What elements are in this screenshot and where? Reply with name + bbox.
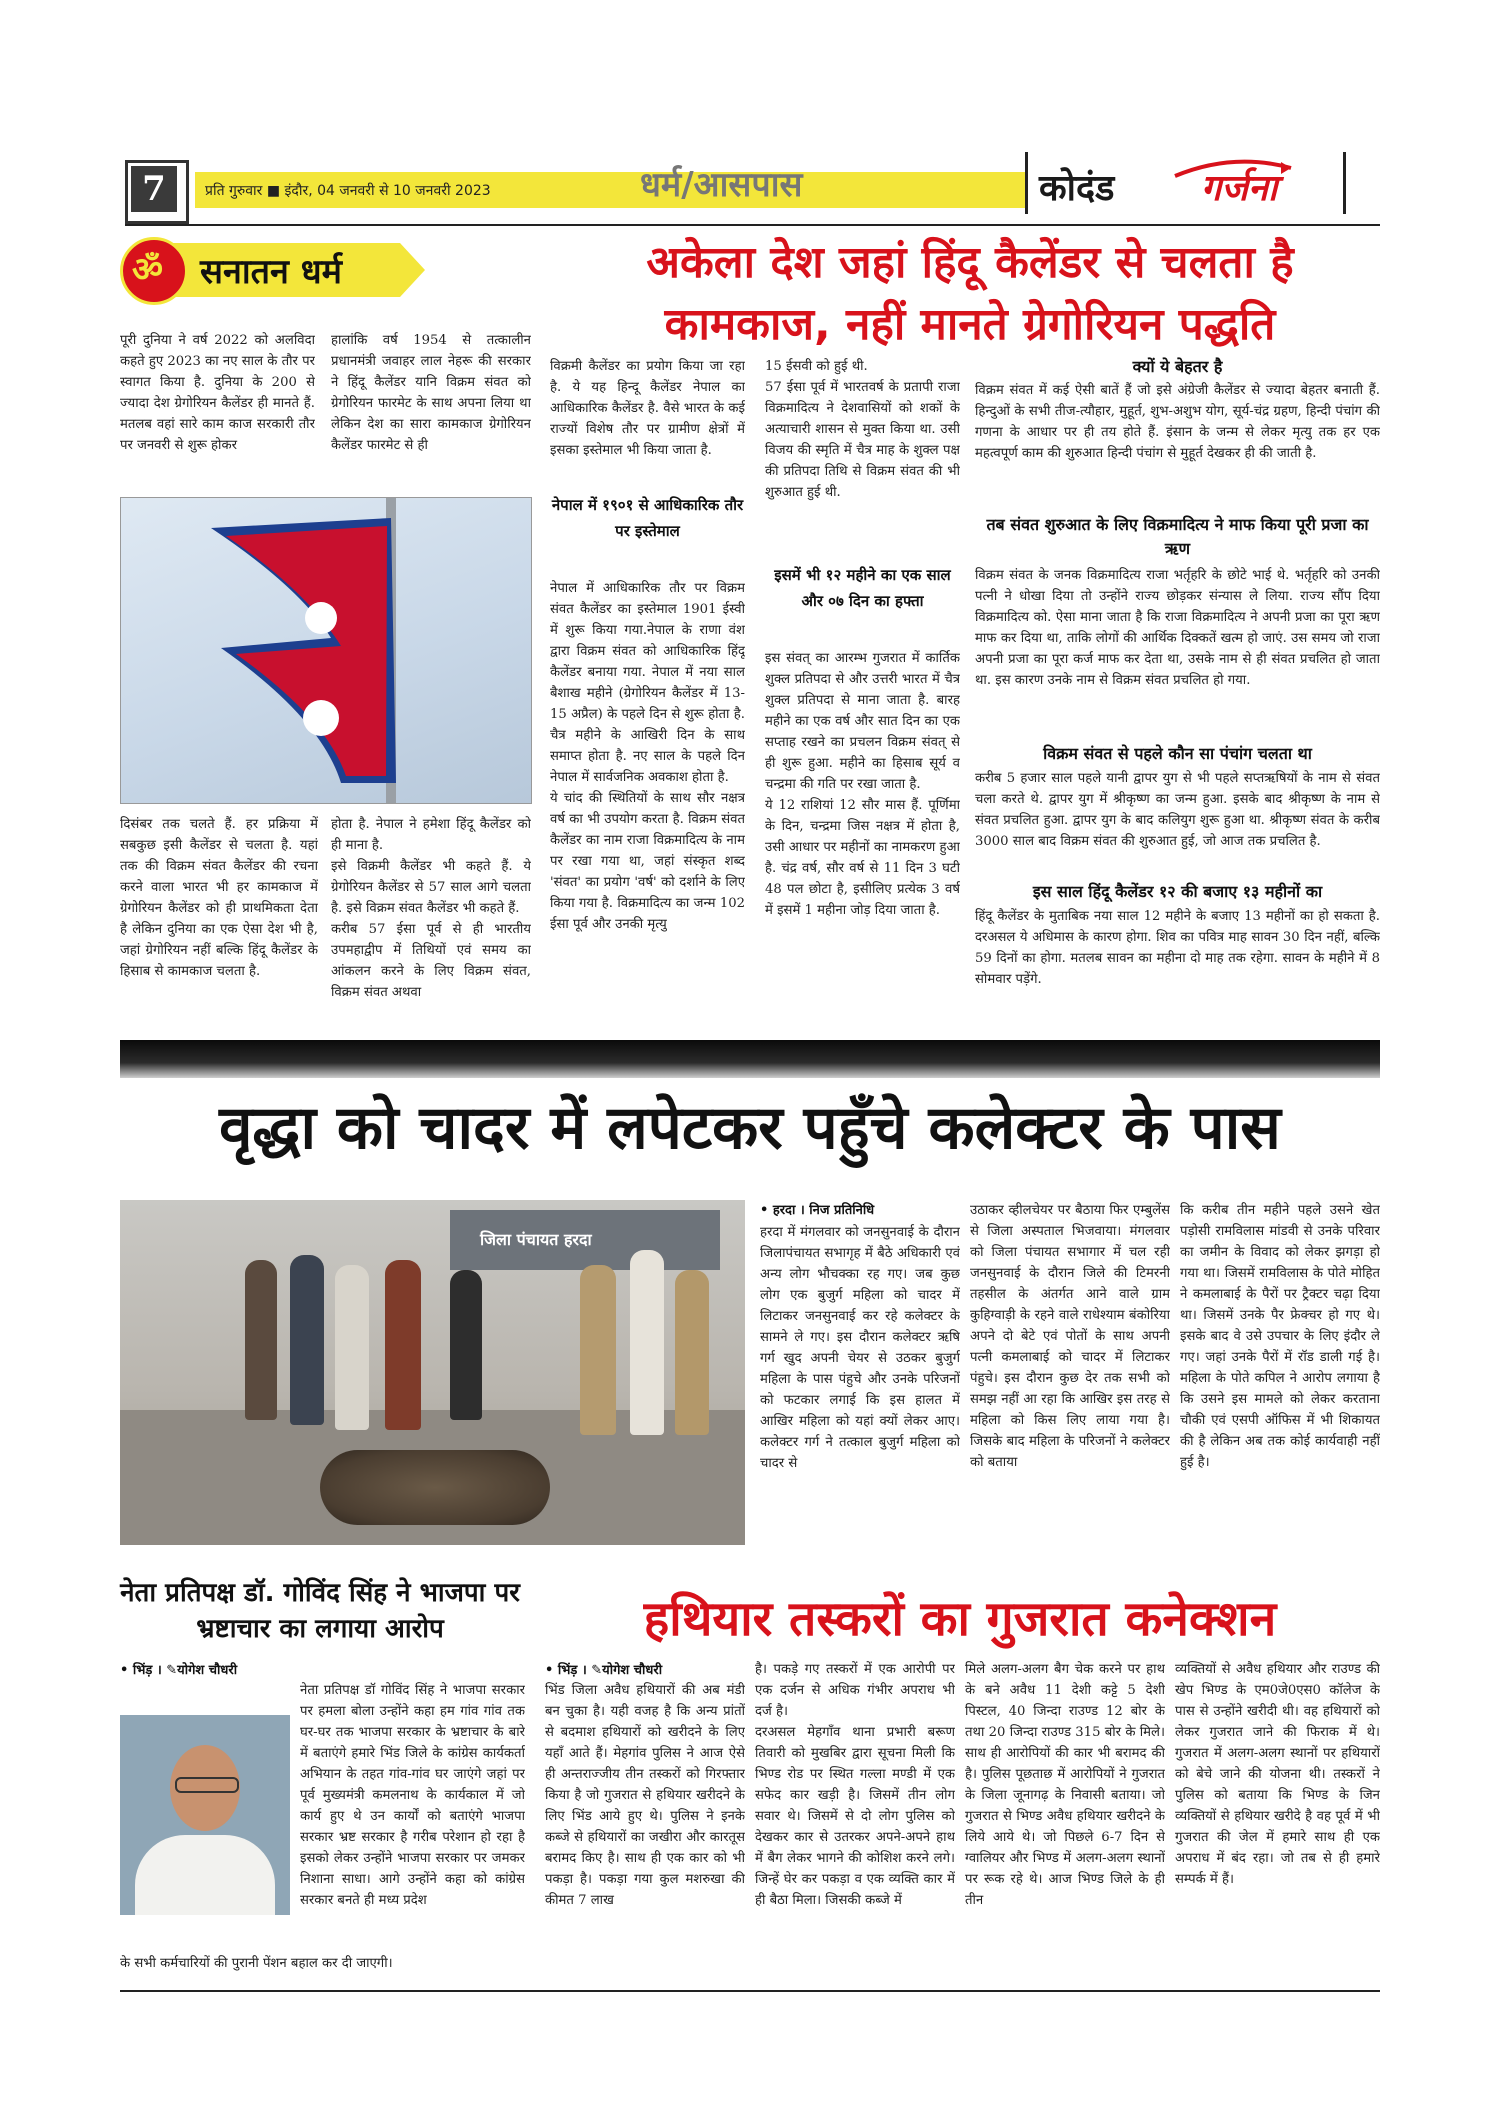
story4-dateline: • भिंड़ । ✎योगेश चौधरी [545,1663,663,1678]
story2-dateline: • हरदा । निज प्रतिनिधि [760,1203,875,1218]
story1-col3-a: विक्रमी कैलेंडर का प्रयोग किया जा रहा है. ये यह हिन्दू कैलेंडर नेपाल का आधिकारिक कैलेंडर है. वैसे भारत के कई राज्यों विशेष तौर पर ग्रामीण क्षेत्रों में इसका इस्तेमाल भी किया जाता है. [550,359,745,458]
om-icon: ॐ [132,250,164,290]
story3-photo-spacer [120,1716,300,1931]
story1-col1-bottom: दिसंबर तक चलते हैं. हर प्रक्रिया में सबकुछ इसी कैलेंडर से चलता है. यहां तक की विक्रम संवत कैलेंडर की रचना करने वाला भारत भी हर कामकाज में ग्रेगोरियन कैलेंडर को ही प्राथमिकता देता है लेकिन दुनिया का एक ऐसा देश भी है, जहां ग्रेगोरियन नहीं बल्कि हिंदू कैलेंडर के हिसाब से कामकाज चलता है. [120,817,318,979]
story3-lead: नेता प्रतिपक्ष डॉ गोविंद सिंह ने भाजपा सरकार पर हमला बोला उन्होंने कहा हम गांव गांव तक घर-घर तक भाजपा सरकार के भ्रष्टाचार के बारे में बताएंगे हमारे भिंड जिले के कांग्रेस कार्यकर्ता अभियान के तहत गांव-गांव घर जाएंगे जहां पर पूर्व मुख्यमंत्री कमलनाथ के कार्यकाल में जो कार्य हुए थे उन कार्यों को बताएंगे भाजपा सरकार भ्रष्ट सरकार है गरीब परेशान हो रहा है इसको लेकर उन्होंने भाजपा सरकार पर जमकर निशाना साधा। आगे उन्होंने कहा को कांग्रेस सरकार बनते ही मध्य प्रदेश [120,1680,525,1950]
collector-photo [120,1200,745,1545]
story1-col5-c: करीब 5 हजार साल पहले यानी द्वापर युग से भी पहले सप्तऋषियों के नाम से संवत चला करते थे. द्वापर युग में श्रीकृष्ण का जन्म हुआ. इसके बाद श्रीकृष्ण के नाम से संवत प्रचलित हुआ. द्वापर युग के बाद कलियुग शुरू हुआ था. श्रीकृष्ण संवत के करीब 3000 साल बाद विक्रम संवत की शुरुआत हुई, जो आज तक प्रचलित है. [975,771,1380,849]
person-5 [450,1270,482,1420]
person-1 [245,1260,277,1420]
story1-sub4: तब संवत शुरुआत के लिए विक्रमादित्य ने माफ किया पूरी प्रजा का ऋण [986,515,1369,558]
story1-sub1: नेपाल में १९०१ से आधिकारिक तौर पर इस्तेमाल [551,496,744,540]
photo-sign-text: जिला पंचायत हरदा [480,1230,592,1249]
story1-sub2: इसमें भी १२ महीने का एक साल और ०७ दिन का हफ्ता [774,566,951,610]
story1-headline-line1: अकेला देश जहां हिंदू कैलेंडर से चलता है [646,237,1294,288]
masthead-left-text: कोदंड [1039,168,1115,209]
nepal-flag-icon [181,518,451,788]
person-3 [335,1265,369,1430]
story1-col1-top: पूरी दुनिया ने वर्ष 2022 को अलविदा कहते हुए 2023 का नए साल के तौर पर स्वागत किया है. दुनिया के 200 से ज्यादा देश ग्रेगोरियन कैलेंडर ही मानते हैं. मतलब वहां सारे काम काज सरकारी तौर पर जनवरी से शुरू होकर [120,333,315,453]
story1-col3-b: नेपाल में आधिकारिक तौर पर विक्रम संवत कैलेंडर का इस्तेमाल 1901 ईस्वी में शुरू किया गया.नेपाल के राणा वंश द्वारा विक्रम संवत को आधिकारिक हिंदू कैलेंडर बनाया गया. नेपाल में नया साल बैशाख महीने (ग्रेगोरियन कैलेंडर में 13-15 अप्रैल) के पहले दिन से शुरू होता है. चैत्र महीने के आखिरी दिन के साथ समाप्त होता है. नए साल के पहले दिन नेपाल में सार्वजनिक अवकाश होता है. ये चांद की स्थितियों के साथ सौर नक्षत्र वर्ष का भी उपयोग करता है. विक्रम संवत कैलेंडर का नाम राजा विक्रमादित्य के नाम पर रखा गया था, जहां संस्कृत शब्द 'संवत' का प्रयोग 'वर्ष' को दर्शाने के लिए किया गया है. विक्रमादित्य का जन्म 102 ईसा पूर्व और उनकी मृत्यु [550,581,745,932]
issue-line: प्रति गुरुवार ■ इंदौर, 04 जनवरी से 10 जनवरी 2023 [205,183,491,199]
person-4 [385,1260,421,1430]
masthead-left-bar [1025,152,1028,214]
story4-col2: है। पकड़े गए तस्करों में एक आरोपी पर एक दर्जन से अधिक गंभीर अपराध भी दर्ज है। दरअसल मेहगाँव थाना प्रभारी बरूण तिवारी को मुखबिर द्वारा सूचना मिली कि भिण्ड रोड पर स्थित गल्ला मण्डी में एक सफेद कार खड़ी है। जिसमें तीन लोग सवार थे। जिसमें से दो लोग पुलिस को देखकर कार से उतरकर अपने-अपने हाथ में बैग लेकर भागने की कोशिश करने लगे। जिन्हें घेर कर पकड़ा व एक व्यक्ति कार में ही बैठा मिला। जिसकी कब्जे में [755,1662,955,1908]
story1-col2-top: हालांकि वर्ष 1954 से तत्कालीन प्रधानमंत्री जवाहर लाल नेहरू की सरकार ने हिंदू कैलेंडर यानि विक्रम संवत को ग्रेगोरियन फारमेट के साथ अपना लिया था लेकिन देश का सारा कामकाज ग्रेगोरियन कैलेंडर फारमेट से ही [331,333,531,453]
bow-icon [1173,158,1293,180]
person-7 [630,1250,664,1435]
page-number: 7 [131,166,177,212]
story1-col4-b: इस संवत् का आरम्भ गुजरात में कार्तिक शुक्ल प्रतिपदा से और उत्तरी भारत में चैत्र शुक्ल प्रतिपदा से माना जाता है. बारह महीने का एक वर्ष और सात दिन का एक सप्ताह रखने का प्रचलन विक्रम संवत् से ही शुरू हुआ. महीने का हिसाब सूर्य व चन्द्रमा की गति पर रखा जाता है. ये 12 राशियां 12 सौर मास हैं. पूर्णिमा के दिन, चन्द्रमा जिस नक्षत्र में होता है, उसी आधार पर महीनों का नामकरण हुआ है. चंद्र वर्ष, सौर वर्ष से 11 दिन 3 घटी 48 पल छोटा है, इसीलिए प्रत्येक 3 वर्ष में इसमें 1 महीना जोड़ दिया जाता है. [765,651,960,918]
story1-sub3: क्यों ये बेहतर है [1132,357,1223,376]
section-title: धर्म/आसपास [640,165,803,205]
story2-col3: कि करीब तीन महीने पहले उसने खेत पड़ोसी रामविलास मांडवी से उनके परिवार का जमीन के विवाद को लेकर झगड़ा हो गया था। जिसमें रामविलास के पोते मोहित ने कमलाबाई के पैरों पर ट्रैक्टर चढ़ा दिया था। जिसमें उनके पैर फ्रेक्चर हो गए थे। इसके बाद वे उसे उपचार के लिए इंदौर ले गए। जहां उनके पैरों में रॉड डाली गई है। महिला के पोते कपिल ने आरोप लगाया है कि उसने इस मामले को लेकर करताना चौकी एवं एसपी ऑफिस में भी शिकायत की है लेकिन अब तक कोई कार्यवाही नहीं हुई है। [1180,1203,1380,1470]
story4-col1: भिंड जिला अवैध हथियारों की अब मंडी बन चुका है। यही वजह है कि अन्य प्रांतों से बदमाश हथियारों को खरीदने के लिए यहाँ आते हैं। मेहगांव पुलिस ने आज ऐसे ही अन्तराज्जीय तीन तस्करों को गिरफ्तार किया है जो गुजरात से हथियार खरीदने के लिए भिंड आये हुए थे। पुलिस ने इनके कब्जे से हथियारों का जखीरा और कारतूस बरामद किए है। साथ ही एक कार को भी पकड़ा है। पकड़ा गया कुल मशरुखा की कीमत 7 लाख [545,1683,745,1908]
story1-sub6: इस साल हिंदू कैलेंडर १२ की बजाए १३ महीनों का [1032,882,1323,901]
story4-col4: व्यक्तियों से अवैध हथियार और राउण्ड की खेप भिण्ड के एम0जे0एस0 कॉलेज के पास से उन्होंने खरीदी थी। वह हथियारों को लेकर गुजरात जाने की फिराक में थे। गुजरात में अलग-अलग स्थानों पर हथियारों को बेचे जाने की योजना थी। तस्करों ने पुलिस को बताया कि भिण्ड के जिन व्यक्तियों से हथियार खरीदे है वह पूर्व में भी गुजरात की जेल में हमारे साथ ही एक अपराध में बंद रहा। जो तब से ही हमारे सम्पर्क में हैं। [1175,1662,1380,1887]
story2-col2: उठाकर व्हीलचेयर पर बैठाया फिर एम्बुलेंस से जिला अस्पताल भिजवाया। मंगलवार को जिला पंचायत सभागार में चल रही जनसुनवाई के दौरान जिले की टिमरनी तहसील के अंतर्गत आने वाले ग्राम कुहिग्वाड़ी के रहने वाले राधेश्याम बंकोरिया अपने दो बेटे एवं पोतों के साथ अपनी पत्नी कमलाबाई को चादर में लिटाकर पंहुचे। इस दौरान कुछ देर तक सभी को समझ नहीं आ रहा कि आखिर इस तरह से महिला को किस लिए लाया गया है। जिसके बाद महिला के परिजनों ने कलेक्टर को बताया [970,1203,1170,1470]
story2-col1: हरदा में मंगलवार को जनसुनवाई के दौरान जिलापंचायत सभागृह में बैठे अधिकारी एवं अन्य लोग भौचक्का रह गए। जब कुछ लोग एक बुजुर्ग महिला को चादर में लिटाकर जनसुनवाई कर रहे कलेक्टर के सामने ले गए। इस दौरान कलेक्टर ऋषि गर्ग खुद अपनी चेयर से उठकर बुजुर्ग महिला के पास पंहुचे और उनके परिजनों को फटकार लगाई कि इस हालत में आखिर महिला को यहां क्यों लेकर आए। कलेक्टर गर्ग ने तत्काल बुजुर्ग महिला को चादर से [760,1225,960,1471]
story1-col4-a: 15 ईसवी को हुई थी. 57 ईसा पूर्व में भारतवर्ष के प्रतापी राजा विक्रमादित्य ने देशवासियों को शकों के अत्याचारी शासन से मुक्त किया था. उसी विजय की स्मृति में चैत्र माह के शुक्ल पक्ष की प्रतिपदा तिथि से विक्रम संवत की भी शुरुआत हुई थी. [765,359,960,500]
person-2 [290,1255,324,1425]
badge-label: सनातन धर्म [200,252,342,292]
nepal-flag-photo [120,497,532,804]
header-rule [125,224,1380,226]
person-8 [675,1270,709,1435]
masthead [1025,152,1355,222]
story2-brush-band [120,1040,1380,1078]
person-6 [580,1265,616,1435]
masthead-right-bar [1343,152,1346,214]
story3-tail: के सभी कर्मचारियों की पुरानी पेंशन बहाल कर दी जाएगी। [120,1956,393,1971]
story3-dateline: • भिंड़ । ✎योगेश चौधरी [120,1663,238,1678]
story4-col3: मिले अलग-अलग बैग चेक करने पर हाथ के बने अवैध 11 देशी कट्टे 5 देशी पिस्टल, 40 जिन्दा राउण्ड 12 बोर के तथा 20 जिन्दा राउण्ड 315 बोर के मिले। साथ ही आरोपियों की कार भी बरामद की है। पुलिस पूछताछ में आरोपियों ने गुजरात के जिला जूनागढ़ के निवासी बताया। जो गुजरात से भिण्ड अवैध हथियार खरीदने के लिये आये थे। जो पिछले 6-7 दिन से ग्वालियर और भिण्ड में अलग-अलग स्थानों पर रूक रहे थे। आज भिण्ड जिले के ही तीन [965,1662,1165,1908]
story3-headline: नेता प्रतिपक्ष डॉ. गोविंद सिंह ने भाजपा पर भ्रष्टाचार का लगाया आरोप [120,1578,520,1644]
story1-col5-d: हिंदू कैलेंडर के मुताबिक नया साल 12 महीने के बजाए 13 महीनों का हो सकता है. दरअसल ये अधिमास के कारण होगा. शिव का पवित्र माह सावन 30 दिन नहीं, बल्कि 59 दिनों का होगा. मतलब सावन का महीना दो माह तक रहेगा. सावन के महीने में 8 सोमवार पड़ेंगे. [975,909,1380,987]
story1-headline-line2: कामकाज, नहीं मानते ग्रेगोरियन पद्धति [664,299,1276,350]
story1-col5-b: विक्रम संवत के जनक विक्रमादित्य राजा भर्तृहरि के छोटे भाई थे. भर्तृहरि को उनकी पत्नी ने धोखा दिया तो उन्होंने राज्य छोड़कर संन्यास ले लिया. राज्य सौंप दिया विक्रमादित्य को. ऐसा माना जाता है कि राजा विक्रमादित्य ने अपनी प्रजा का पूरा ऋण माफ कर दिया था, ताकि लोगों की आर्थिक दिक्कतें खत्म हो जाएं. उस समय जो राजा अपनी प्रजा का पूरा कर्ज माफ कर देता था, उसके नाम से ही संवत प्रचलित हो जाता था. इस कारण उनके नाम से विक्रम संवत प्रचलित हो गया. [975,568,1380,688]
story1-col2-bottom: होता है. नेपाल ने हमेशा हिंदू कैलेंडर को ही माना है. इसे विक्रमी कैलेंडर भी कहते हैं. ये ग्रेगोरियन कैलेंडर से 57 साल आगे चलता है. इसे विक्रम संवत कैलेंडर भी कहते हैं. करीब 57 ईसा पूर्व से ही भारतीय उपमहाद्वीप में तिथियों एवं समय का आंकलन करने के लिए विक्रम संवत, विक्रम संवत अथवा [331,817,531,1000]
story1-col5-a: विक्रम संवत में कई ऐसी बातें हैं जो इसे अंग्रेजी कैलेंडर से ज्यादा बेहतर बनाती हैं. हिन्दुओं के सभी तीज-त्यौहार, मुहूर्त, शुभ-अशुभ योग, सूर्य-चंद्र ग्रहण, हिन्दी पंचांग की गणना के आधार पर ही तय होते हैं. इंसान के जन्म से लेकर मृत्यु तक हर एक महत्वपूर्ण काम की शुरुआत हिन्दी पंचांग से मुहूर्त देखकर ही की जाती है. [975,383,1380,461]
story1-sub5: विक्रम संवत से पहले कौन सा पंचांग चलता था [1043,744,1312,763]
story2-headline: वृद्धा को चादर में लपेटकर पहुँचे कलेक्टर के पास [219,1093,1281,1163]
sanatan-badge [120,237,425,303]
masthead-right-text: गर्जना [1201,168,1278,209]
elderly-woman-in-blanket [320,1450,550,1525]
footer-rule [120,1990,1380,1992]
story4-headline: हथियार तस्करों का गुजरात कनेक्शन [643,1591,1277,1647]
